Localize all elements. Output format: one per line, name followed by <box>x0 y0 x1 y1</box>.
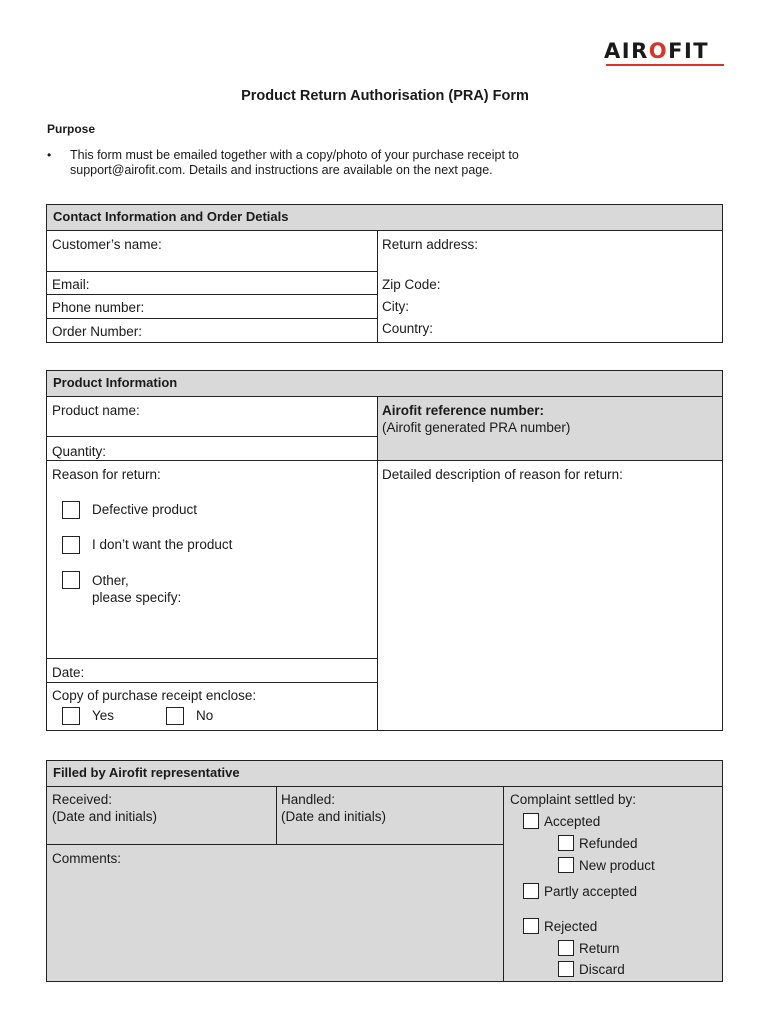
accepted-checkbox[interactable] <box>523 813 539 829</box>
handled-sub-label[interactable]: (Date and initials) <box>281 809 387 824</box>
zip-code-field[interactable]: Zip Code: <box>382 277 441 292</box>
email-field[interactable]: Email: <box>52 277 90 292</box>
accepted-label: Accepted <box>544 814 601 829</box>
representative-header: Filled by Airofit representative <box>47 761 722 787</box>
received-label: Received: <box>52 792 113 807</box>
partly-accepted-checkbox[interactable] <box>523 883 539 899</box>
purpose-text <box>70 148 630 178</box>
reference-number-title: Airofit reference number: <box>382 403 545 418</box>
rejected-checkbox[interactable] <box>523 918 539 934</box>
logo-underline <box>606 64 724 66</box>
product-header: Product Information <box>47 371 722 397</box>
customer-name-field[interactable]: Customer’s name: <box>52 237 162 252</box>
purpose-heading: Purpose <box>47 122 96 136</box>
return-checkbox[interactable] <box>558 940 574 956</box>
product-name-field[interactable]: Product name: <box>52 403 140 418</box>
logo-wordmark: AIROFIT <box>604 39 710 63</box>
country-field[interactable]: Country: <box>382 321 434 336</box>
complaint-settled-label: Complaint settled by: <box>510 792 637 807</box>
dont-want-product-label: I don’t want the product <box>92 537 233 552</box>
purpose-bullet: • <box>47 148 52 162</box>
dont-want-product-checkbox[interactable] <box>62 536 80 554</box>
receipt-enclosed-label: Copy of purchase receipt enclose: <box>52 688 257 703</box>
purpose-line-2: support@airofit.com. Details and instructions are available on the next page. <box>70 163 493 177</box>
rejected-label: Rejected <box>544 919 598 934</box>
detailed-description-field[interactable]: Detailed description of reason for return: <box>382 467 623 482</box>
phone-field[interactable]: Phone number: <box>52 300 145 315</box>
reference-number-subtitle: (Airofit generated PRA number) <box>382 420 571 435</box>
received-sub-label[interactable]: (Date and initials) <box>52 809 158 824</box>
discard-label: Discard <box>579 962 625 977</box>
contact-section <box>46 204 723 343</box>
order-number-field[interactable]: Order Number: <box>52 324 143 339</box>
new-product-label: New product <box>579 858 655 873</box>
handled-label: Handled: <box>281 792 336 807</box>
receipt-yes-checkbox[interactable] <box>62 707 80 725</box>
page-title: Product Return Authorisation (PRA) Form <box>241 88 529 104</box>
refunded-label: Refunded <box>579 836 638 851</box>
contact-header: Contact Information and Order Detials <box>47 205 722 231</box>
defective-product-label: Defective product <box>92 502 198 517</box>
other-reason-specify-label[interactable]: please specify: <box>92 590 182 605</box>
discard-checkbox[interactable] <box>558 961 574 977</box>
purpose-line-1: This form must be emailed together with a copy/photo of your purchase receipt to <box>70 148 519 162</box>
receipt-yes-label: Yes <box>92 708 115 723</box>
partly-accepted-label: Partly accepted <box>544 884 638 899</box>
comments-field[interactable]: Comments: <box>52 851 122 866</box>
date-field[interactable]: Date: <box>52 665 85 680</box>
quantity-field[interactable]: Quantity: <box>52 444 107 459</box>
return-address-field[interactable]: Return address: <box>382 237 479 252</box>
return-label: Return <box>579 941 620 956</box>
airofit-logo <box>604 41 726 75</box>
other-reason-checkbox[interactable] <box>62 571 80 589</box>
receipt-no-checkbox[interactable] <box>166 707 184 725</box>
new-product-checkbox[interactable] <box>558 857 574 873</box>
defective-product-checkbox[interactable] <box>62 501 80 519</box>
representative-section <box>46 760 723 982</box>
receipt-no-label: No <box>196 708 214 723</box>
reason-for-return-label: Reason for return: <box>52 467 161 482</box>
other-reason-label: Other, <box>92 573 129 588</box>
city-field[interactable]: City: <box>382 299 409 314</box>
product-section <box>46 370 723 731</box>
refunded-checkbox[interactable] <box>558 835 574 851</box>
